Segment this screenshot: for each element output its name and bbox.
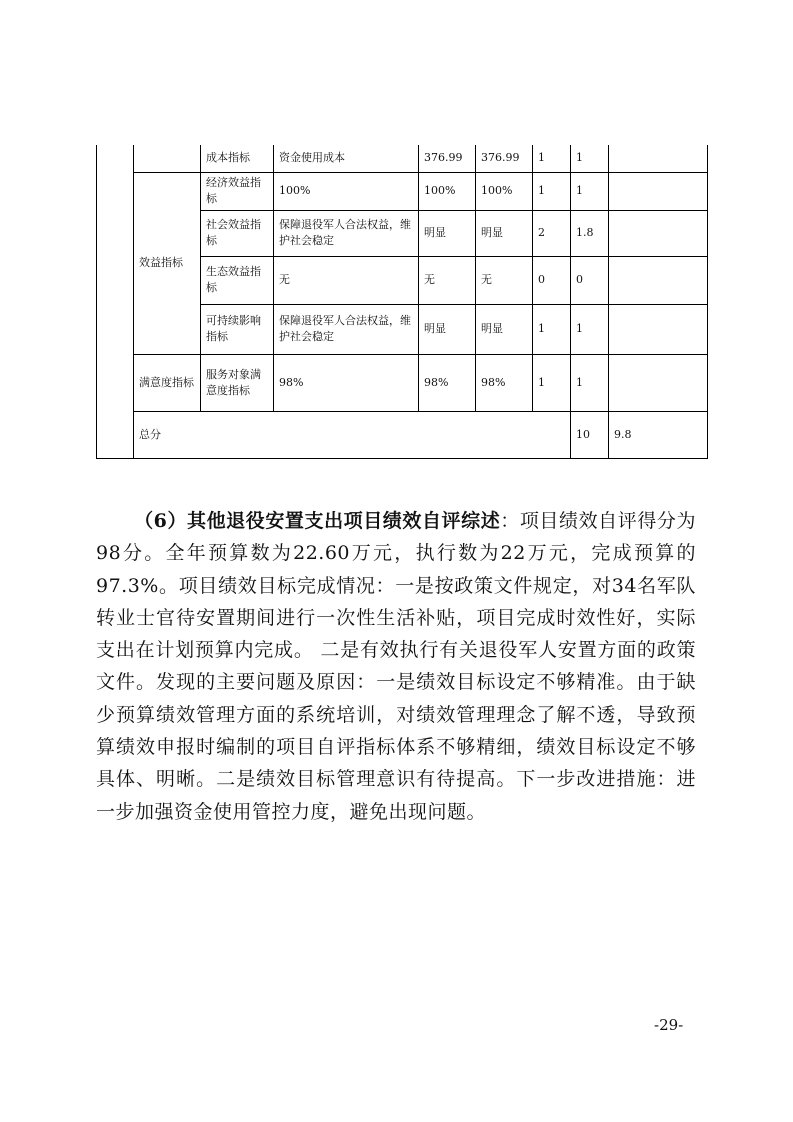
score-cell: 1: [571, 172, 609, 210]
actual-value-cell: 100%: [476, 172, 533, 210]
remark-cell: [609, 210, 708, 256]
indicator-content-cell: 资金使用成本: [274, 145, 419, 172]
actual-value-cell: 无: [476, 256, 533, 304]
remark-cell: [609, 172, 708, 210]
first-level-indicator-cell: [97, 145, 134, 458]
table-row: [97, 145, 708, 172]
total-row: [97, 411, 708, 458]
total-label: 总分: [134, 411, 571, 458]
target-value-cell: 100%: [419, 172, 476, 210]
performance-table-continued: [96, 145, 707, 459]
third-level-indicator-cell: 可持续影响指标: [201, 304, 274, 354]
indicator-content-cell: 无: [274, 256, 419, 304]
target-value-cell: 376.99: [419, 145, 476, 172]
score-cell: 0: [571, 256, 609, 304]
weight-cell: 1: [533, 304, 571, 354]
third-level-indicator-cell: 经济效益指标: [201, 172, 274, 210]
weight-cell: 1: [533, 172, 571, 210]
indicator-content-cell: 保障退役军人合法权益，维护社会稳定: [274, 304, 419, 354]
third-level-indicator-cell: 生态效益指标: [201, 256, 274, 304]
satisfaction-indicator-label: 满意度指标: [134, 354, 201, 411]
score-cell: 1: [571, 354, 609, 411]
remark-cell: [609, 354, 708, 411]
benefit-indicator-label: 效益指标: [134, 172, 201, 354]
project-summary-paragraph: [96, 505, 696, 828]
target-value-cell: 98%: [419, 354, 476, 411]
third-level-indicator-cell: 服务对象满意度指标: [201, 354, 274, 411]
table-row: [97, 354, 708, 411]
third-level-indicator-cell: 成本指标: [201, 145, 274, 172]
weight-cell: 1: [533, 354, 571, 411]
second-level-indicator-cell: [134, 145, 201, 172]
section-heading: （6）其他退役安置支出项目绩效自评综述: [134, 510, 501, 532]
paragraph-body: ：项目绩效自评得分为98分。全年预算数为22.60万元，执行数为22万元，完成预算的97.3%。项目绩效目标完成情况：一是按政策文件规定，对34名军队转业士官待安置期间进行一次性生活补贴，项目完成时效性好，实际支出在计划预算内完成。 二是有效执行有关退役军人安置方面的政策文件。发现的主要问题及原因：一是绩效目标设定不够精准。由于缺少预算绩效管理方面的系统培训，对绩效管理理念了解不透，导致预算绩效申报时编制的项目自评指标体系不够精细，绩效目标设定不够具体、明晰。二是绩效目标管理意识有待提高。下一步改进措施：进一步加强资金使用管控力度，避免出现问题。: [96, 510, 696, 823]
remark-cell: [609, 304, 708, 354]
actual-value-cell: 376.99: [476, 145, 533, 172]
target-value-cell: 明显: [419, 304, 476, 354]
indicator-content-cell: 100%: [274, 172, 419, 210]
target-value-cell: 无: [419, 256, 476, 304]
remark-cell: [609, 256, 708, 304]
page-number: -29-: [654, 1016, 684, 1034]
remark-cell: [609, 145, 708, 172]
table-row: [97, 172, 708, 210]
indicator-content-cell: 98%: [274, 354, 419, 411]
total-weight: 10: [571, 411, 609, 458]
total-score: 9.8: [609, 411, 708, 458]
third-level-indicator-cell: 社会效益指标: [201, 210, 274, 256]
weight-cell: 1: [533, 145, 571, 172]
performance-table: [96, 145, 708, 459]
target-value-cell: 明显: [419, 210, 476, 256]
actual-value-cell: 明显: [476, 304, 533, 354]
indicator-content-cell: 保障退役军人合法权益，维护社会稳定: [274, 210, 419, 256]
score-cell: 1: [571, 304, 609, 354]
score-cell: 1: [571, 145, 609, 172]
weight-cell: 0: [533, 256, 571, 304]
actual-value-cell: 98%: [476, 354, 533, 411]
score-cell: 1.8: [571, 210, 609, 256]
actual-value-cell: 明显: [476, 210, 533, 256]
weight-cell: 2: [533, 210, 571, 256]
